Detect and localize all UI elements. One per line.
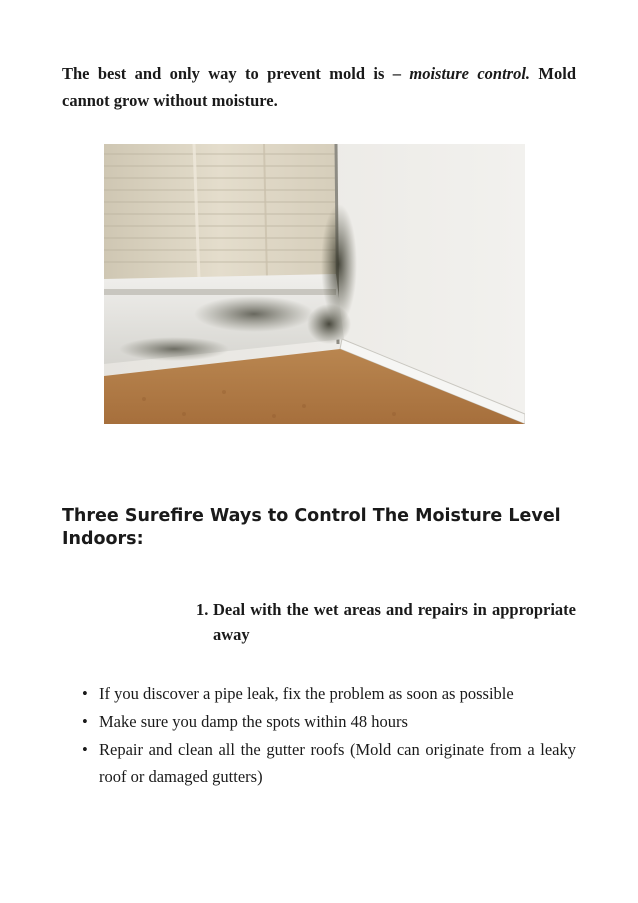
bullet-icon: • bbox=[82, 712, 88, 731]
list-item-text: Repair and clean all the gutter roofs (Mold can originate from a leaky roof or damaged gutters) bbox=[99, 740, 576, 786]
tips-list bbox=[62, 680, 576, 791]
list-item bbox=[62, 680, 576, 707]
step-text: Deal with the wet areas and repairs in appropriate away bbox=[213, 600, 576, 644]
intro-paragraph bbox=[62, 60, 576, 114]
bullet-icon: • bbox=[82, 740, 88, 759]
section-heading: Three Surefire Ways to Control The Moisture Level Indoors: bbox=[62, 506, 561, 549]
step-item bbox=[196, 597, 576, 647]
list-item bbox=[62, 708, 576, 735]
list-item bbox=[62, 736, 576, 790]
bullet-icon: • bbox=[82, 684, 88, 703]
list-item-text: Make sure you damp the spots within 48 hours bbox=[99, 712, 408, 731]
intro-emphasis: moisture control. bbox=[409, 64, 531, 83]
list-item-text: If you discover a pipe leak, fix the problem as soon as possible bbox=[99, 684, 514, 703]
intro-rest: Mold cannot grow without moisture. bbox=[62, 64, 576, 110]
step-number: 1. bbox=[196, 600, 209, 619]
intro-lead: The best and only way to prevent mold is – bbox=[62, 64, 410, 83]
mold-corner-photo bbox=[104, 144, 525, 424]
